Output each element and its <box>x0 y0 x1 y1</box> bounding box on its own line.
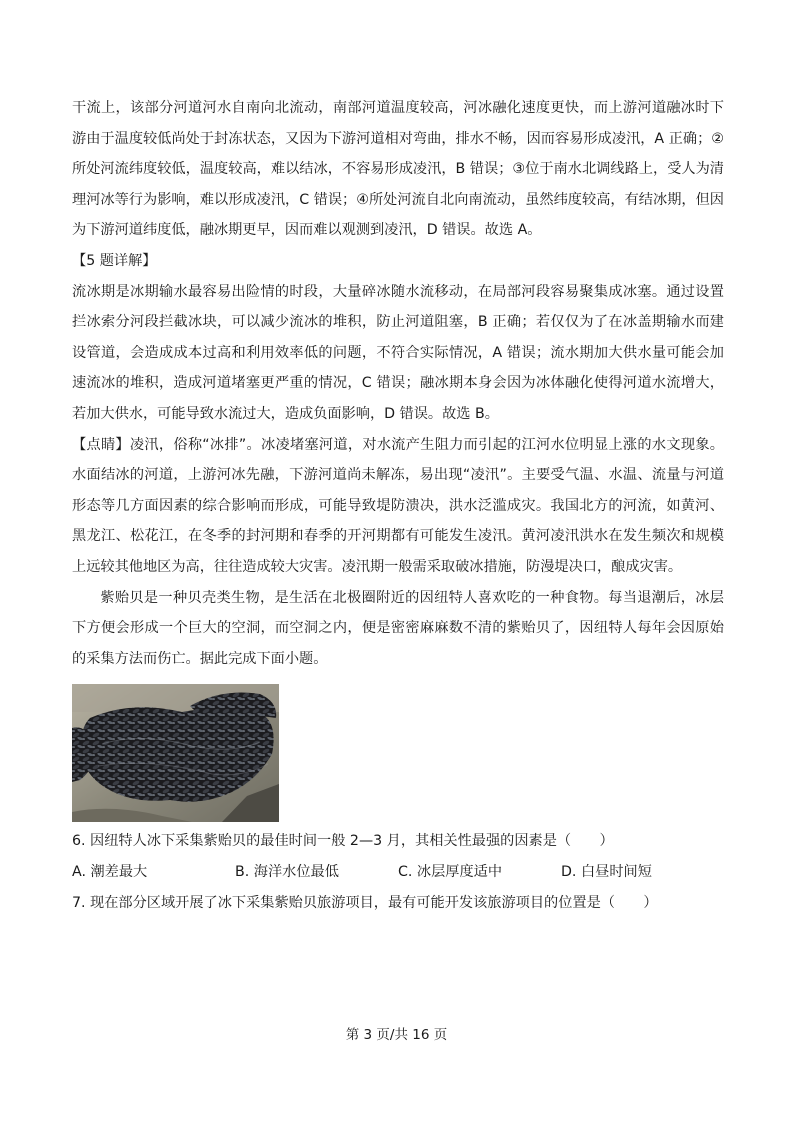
option-b[interactable]: B. 海洋水位最低 <box>235 864 339 881</box>
section-label-q5-detail: 【5 题详解】 <box>72 252 157 269</box>
option-d[interactable]: D. 白昼时间短 <box>561 864 652 881</box>
content-area <box>72 93 724 919</box>
paragraph-answer-5: 流冰期是冰期输水最容易出险情的时段，大量碎冰随水流移动，在局部河段容易聚集成冰塞。通过设置拦冰索分河段拦截冰块，可以减少流冰的堆积，防止河道阻塞，B 正确；若仅仅为了在冰盖期输水而建设管道，会造成成本过高和利用效率低的问题，不符合实际情况，A 错误；流水期加大供水量可能会加速流冰的堆积，造成河道堵塞更严重的情况，C 错误；融冰期本身会因为冰体融化使得河道水流增大，若加大供水，可能导致水流过大，造成负面影响，D 错误。故选 B。 <box>72 283 724 422</box>
option-a[interactable]: A. 潮差最大 <box>72 864 148 881</box>
paragraph-key-point: 【点睛】凌汛，俗称“冰排”。冰凌堵塞河道，对水流产生阻力而引起的江河水位明显上涨的水文现象。水面结冰的河道，上游河冰先融，下游河道尚未解冻，易出现“凌汛”。主要受气温、水温、流量与河道形态等几方面因素的综合影响而形成，可能导致堤防溃决，洪水泛滥成灾。我国北方的河流，如黄河、黑龙江、松花江，在冬季的封河期和春季的开河期都有可能发生凌汛。黄河凌汛洪水在发生频次和规模上远较其他地区为高，往往造成较大灾害。凌汛期一般需采取破冰措施，防漫堤决口，酿成灾害。 <box>72 436 724 575</box>
question-7: 7. 现在部分区域开展了冰下采集紫贻贝旅游项目，最有可能开发该旅游项目的位置是（ ） <box>72 895 658 912</box>
question-6: 6. 因纽特人冰下采集紫贻贝的最佳时间一般 2—3 月，其相关性最强的因素是（ ） <box>72 833 614 850</box>
mussel-photo <box>72 684 279 822</box>
paragraph-answer-4-continued: 干流上，该部分河道河水自南向北流动，南部河道温度较高，河冰融化速度更快，而上游河道融冰时下游由于温度较低尚处于封冻状态，又因为下游河道相对弯曲，排水不畅，因而容易形成凌汛，A 正确；②所处河流纬度较低，温度较高，难以结冰，不容易形成凌汛，B 错误；③位于南水北调线路上，受人为清理河冰等行为影响，难以形成凌汛，C 错误；④所处河流自北向南流动，虽然纬度较高，有结冰期，但因为下游河道纬度低，融冰期更早，因而难以观测到凌汛，D 错误。故选 A。 <box>72 100 724 239</box>
page-footer: 第 3 页/共 16 页 <box>345 1027 448 1043</box>
option-c[interactable]: C. 冰层厚度适中 <box>398 864 503 881</box>
paragraph-mussel-intro: 紫贻贝是一种贝壳类生物，是生活在北极圈附近的因纽特人喜欢吃的一种食物。每当退潮后，冰层下方便会形成一个巨大的空洞，而空洞之内，便是密密麻麻数不清的紫贻贝了，因纽特人每年会因原始的采集方法而伤亡。据此完成下面小题。 <box>72 589 724 667</box>
question-6-options <box>72 857 724 888</box>
